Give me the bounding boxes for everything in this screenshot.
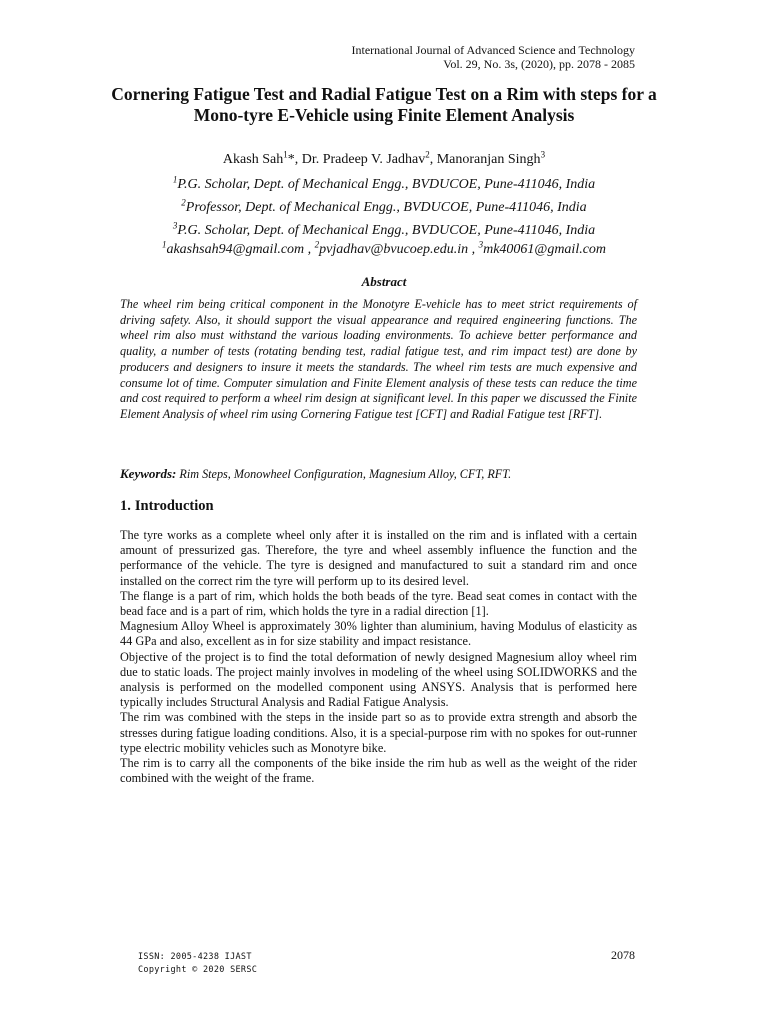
introduction-body <box>120 528 637 786</box>
affiliation-text: P.G. Scholar, Dept. of Mechanical Engg., BVDUCOE, Pune-411046, India <box>177 177 596 192</box>
section-number: 1. <box>120 498 131 514</box>
body-paragraph: The tyre works as a complete wheel only after it is installed on the rim and is inflated with a certain amount of pressurized gas. Therefore, the tyre and wheel assembly influence the function and the performance of the vehicle. The tyre is designed and manufactured to suit a standard rim and once installed on the correct rim the tyre will perform up to its desired level. <box>120 528 637 588</box>
paper-title: Cornering Fatigue Test and Radial Fatigue Test on a Rim with steps for a Mono-tyre E-Vehicle using Finite Element Analysis <box>111 84 657 125</box>
body-paragraph: The flange is a part of rim, which holds the both beads of the tyre. Bead seat comes in contact with the bead face and is a part of rim, which holds the tyre in a radial direction [1]. <box>120 588 637 619</box>
author-name: Manoranjan Singh <box>436 152 541 167</box>
affiliation-mark: 1 <box>172 174 178 185</box>
email-line <box>0 240 768 260</box>
author-list <box>0 150 768 170</box>
page-number: 2078 <box>611 948 635 962</box>
footer-copyright: Copyright © 2020 SERSC <box>138 965 258 975</box>
affiliation-line <box>0 198 768 218</box>
body-paragraph: The rim is to carry all the components of the bike inside the rim hub as well as the weight of the rider combined with the weight of the frame. <box>120 756 637 786</box>
affiliation-line <box>0 175 768 195</box>
author-affiliation-mark: 1 <box>283 149 288 160</box>
keywords-label: Keywords: <box>120 466 177 481</box>
journal-volume-info: Vol. 29, No. 3s, (2020), pp. 2078 - 2085 <box>443 57 635 71</box>
body-paragraph: Objective of the project is to find the total deformation of newly designed Magnesium alloy wheel rim due to static loads. The project mainly involves in modeling of the wheel using SOLIDWORKS and the analysis is performed on the modelled component using ANSYS. Analysis that is performed here typically includes Structural Analysis and Radial Fatigue Analysis. <box>120 649 637 710</box>
section-title: Introduction <box>134 498 214 514</box>
email-address[interactable]: mk40061@gmail.com <box>483 242 607 257</box>
affiliation-text: Professor, Dept. of Mechanical Engg., BVDUCOE, Pune-411046, India <box>185 200 587 215</box>
email-mark: 3 <box>478 239 484 250</box>
affiliation-mark: 2 <box>181 197 186 208</box>
affiliation-text: P.G. Scholar, Dept. of Mechanical Engg., BVDUCOE, Pune-411046, India <box>177 223 596 238</box>
email-mark: 2 <box>314 239 320 250</box>
body-paragraph: The rim was combined with the steps in the inside part so as to provide extra strength and absorb the stresses during fatigue loading conditions. Also, it is a special-purpose rim with no spokes for out-runner type electric mobility vehicles such as Monotyre bike. <box>120 710 637 755</box>
keywords-text: Rim Steps, Monowheel Configuration, Magnesium Alloy, CFT, RFT. <box>176 467 512 481</box>
journal-header <box>351 43 635 71</box>
author-name: Akash Sah <box>222 152 284 167</box>
affiliation-mark: 3 <box>172 220 178 231</box>
author-affiliation-mark: 3 <box>540 149 546 160</box>
author-separator: , <box>429 152 437 167</box>
author-affiliation-mark: 2 <box>425 149 430 160</box>
email-address[interactable]: pvjadhav@bvucoep.edu.in , <box>319 242 479 257</box>
footer-issn: ISSN: 2005-4238 IJAST <box>138 952 252 962</box>
email-mark: 1 <box>161 239 167 250</box>
keywords-line <box>120 466 660 482</box>
page-footer <box>138 951 257 977</box>
abstract-heading: Abstract <box>361 274 407 289</box>
corresponding-author-mark: *, <box>287 152 302 167</box>
abstract-text: The wheel rim being critical component in the Monotyre E-vehicle has to meet strict requirements of driving safety. Also, it should support the visual appearance and required engineering functions. The wheel rim also must withstand the various loading environments. To achieve better performance and quality, a number of tests (rotating bending test, radial fatigue test, and rim impact test) are done by producers and designers to insure it meets the standards. The wheel rim tests are much expensive and consume lot of time. Computer simulation and Finite Element analysis of these tests can reduce the time and cost required to perform a wheel rim design at significant level. In this paper we discussed the Finite Element Analysis of wheel rim using Cornering Fatigue test [CFT] and Radial Fatigue test [RFT]. <box>120 297 637 421</box>
author-name: Dr. Pradeep V. Jadhav <box>301 152 426 167</box>
section-heading-introduction <box>120 497 214 515</box>
body-paragraph: Magnesium Alloy Wheel is approximately 30% lighter than aluminium, having Modulus of elasticity as 44 GPa and also, excellent as in for size stability and impact resistance. <box>120 619 637 649</box>
email-address[interactable]: akashsah94@gmail.com , <box>166 242 315 257</box>
journal-name: International Journal of Advanced Science and Technology <box>351 43 635 57</box>
affiliation-line <box>0 221 768 241</box>
